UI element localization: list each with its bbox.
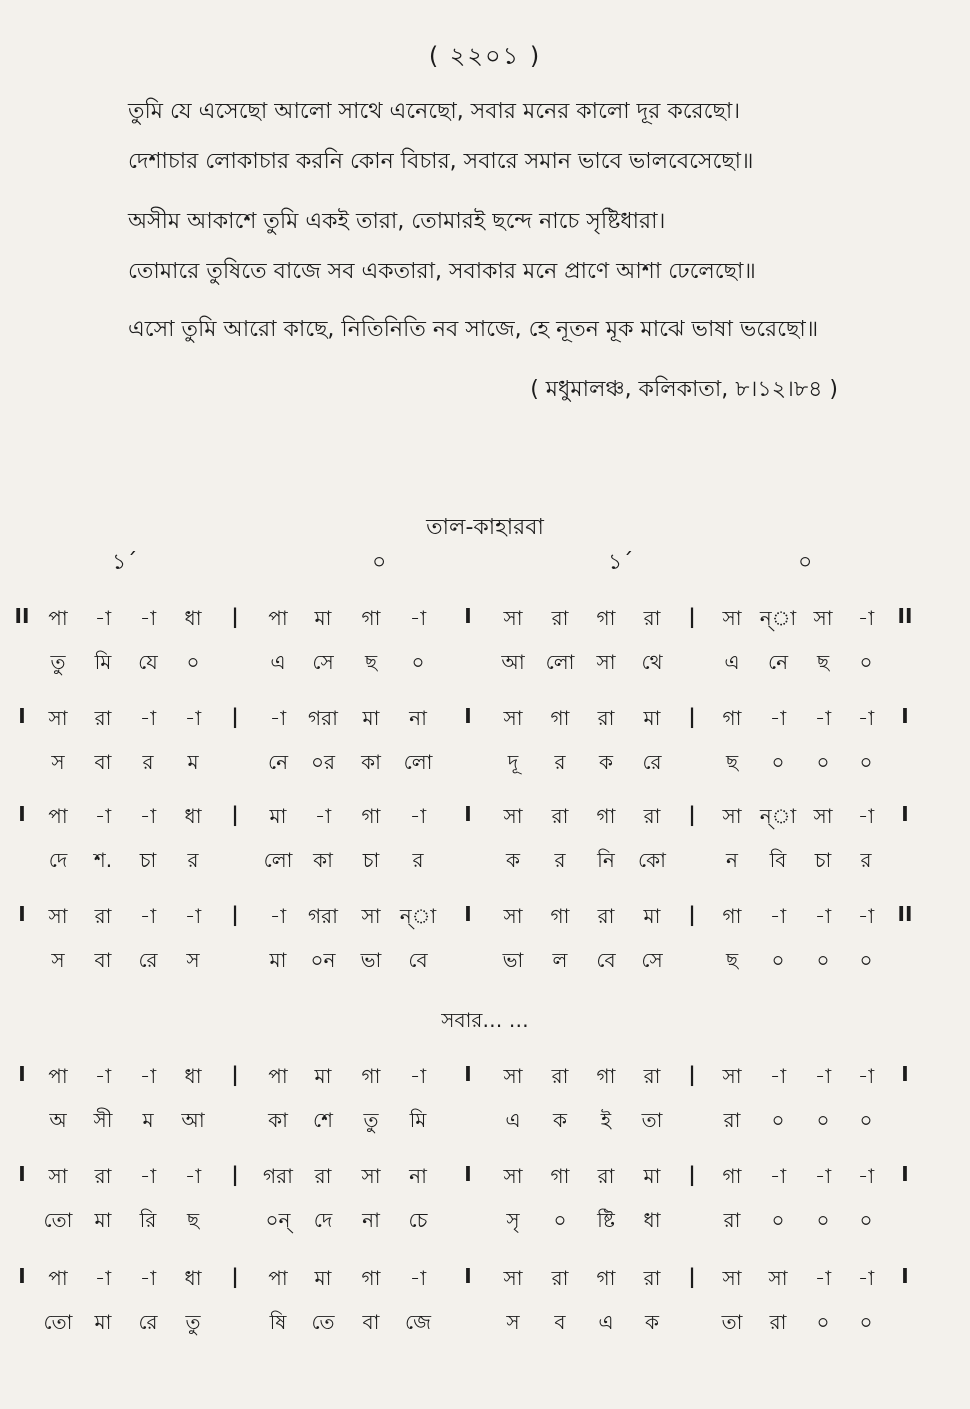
bar-line: I <box>464 1062 472 1086</box>
swara-note: রা <box>597 904 615 928</box>
swara-note: ধা <box>184 1266 202 1290</box>
syllable: র <box>860 848 872 872</box>
swara-note: -া <box>857 804 875 828</box>
syllable: শে <box>313 1108 333 1132</box>
syllable: ক <box>599 750 613 774</box>
syllable: বে <box>596 948 616 972</box>
swara-note: -া <box>409 804 427 828</box>
swara-note: সা <box>722 1064 742 1088</box>
syllable: থে <box>641 650 663 674</box>
syllable: ০ <box>816 1208 830 1232</box>
swara-note: ধা <box>184 1064 202 1088</box>
bar-line: I <box>901 802 909 826</box>
bar-line: | <box>688 604 696 628</box>
swara-note: গা <box>722 706 742 730</box>
swara-note: সা <box>503 904 523 928</box>
swara-note: গা <box>722 904 742 928</box>
bar-line: I <box>901 1062 909 1086</box>
syllable: বে <box>408 948 428 972</box>
swara-note: -া <box>409 606 427 630</box>
swara-note: গা <box>596 1064 616 1088</box>
syllable: রি <box>139 1208 157 1232</box>
bar-line: I <box>18 1264 26 1288</box>
bar-line: II <box>14 604 30 628</box>
syllable: ছ <box>816 650 830 674</box>
syllable: লো <box>263 848 293 872</box>
swara-note: সা <box>503 606 523 630</box>
swara-note: -া <box>139 1064 157 1088</box>
syllable: র <box>554 848 566 872</box>
syllable: সে <box>312 650 334 674</box>
syllable: কা <box>313 848 333 872</box>
swara-note: সা <box>361 904 381 928</box>
syllable: ০ <box>553 1208 567 1232</box>
swara-note: সা <box>503 804 523 828</box>
swara-note: রা <box>551 1064 569 1088</box>
bar-line: | <box>688 1062 696 1086</box>
swara-note: সা <box>813 606 833 630</box>
swara-note: -া <box>409 1266 427 1290</box>
swara-note: -া <box>139 804 157 828</box>
swara-note: না <box>409 1164 427 1188</box>
syllable: তো <box>43 1208 73 1232</box>
syllable: ০র <box>310 750 336 774</box>
syllable: রা <box>769 1310 787 1334</box>
swara-note: -া <box>814 1164 832 1188</box>
swara-note: সা <box>48 904 68 928</box>
lyric-line: তোমারে তুষিতে বাজে সব একতারা, সবাকার মনে প্রাণে আশা ঢেলেছো॥ <box>128 259 756 284</box>
swara-note: ন্‌া <box>759 606 797 630</box>
syllable: ০ <box>859 650 873 674</box>
syllable: মা <box>94 1310 112 1334</box>
syllable: মা <box>94 1208 112 1232</box>
swara-note: -া <box>857 1164 875 1188</box>
notation-lyric-row <box>0 748 970 784</box>
swara-note: -া <box>814 1266 832 1290</box>
lyric-line: তুমি যে এসেছো আলো সাথে এনেছো, সবার মনের কালো দূর করেছো। <box>128 99 741 124</box>
lyric-line: অসীম আকাশে তুমি একই তারা, তোমারই ছন্দে নাচে সৃষ্টিধারা। <box>128 209 666 234</box>
syllable: তু <box>363 1108 379 1132</box>
syllable: বা <box>94 948 112 972</box>
syllable: না <box>362 1208 380 1232</box>
swara-note: -া <box>857 1064 875 1088</box>
tal-title: তাল-কাহারবা <box>426 515 544 540</box>
syllable: ছ <box>186 1208 200 1232</box>
lyric-line: দেশাচার লোকাচার করনি কোন বিচার, সবারে সমান ভাবে ভালবেসেছো॥ <box>128 149 754 174</box>
bar-line: I <box>464 802 472 826</box>
syllable: চে <box>408 1208 428 1232</box>
syllable: তে <box>311 1310 335 1334</box>
bar-line: | <box>231 1162 239 1186</box>
beat-mark: ১´ <box>608 550 634 575</box>
syllable: ০ <box>816 948 830 972</box>
swara-note: -া <box>769 706 787 730</box>
swara-note: মা <box>314 1064 332 1088</box>
syllable: যে <box>138 650 158 674</box>
bar-line: | <box>688 1162 696 1186</box>
lyric-line: এসো তুমি আরো কাছে, নিতিনিতি নব সাজে, হে নূতন মূক মাঝে ভাষা ভরেছো॥ <box>128 317 819 342</box>
swara-note: ন্‌া <box>399 904 437 928</box>
swara-note: -া <box>139 904 157 928</box>
syllable: ০ <box>859 1208 873 1232</box>
swara-note: -া <box>314 804 332 828</box>
syllable: লো <box>403 750 433 774</box>
syllable: রে <box>642 750 662 774</box>
swara-note: গা <box>722 1164 742 1188</box>
syllable: মি <box>409 1108 427 1132</box>
syllable: ভা <box>502 948 524 972</box>
bar-line: I <box>18 1062 26 1086</box>
swara-row <box>0 1162 970 1198</box>
swara-note: -া <box>94 804 112 828</box>
swara-note: রা <box>597 1164 615 1188</box>
bar-line: | <box>688 1264 696 1288</box>
swara-note: পা <box>48 1064 68 1088</box>
syllable: ভা <box>360 948 382 972</box>
swara-note: -া <box>184 706 202 730</box>
page-number: ( ২২০১ ) <box>428 42 542 70</box>
syllable: ০ <box>771 1208 785 1232</box>
bar-line: | <box>231 802 239 826</box>
bar-line: I <box>18 704 26 728</box>
swara-note: সা <box>503 706 523 730</box>
swara-note: সা <box>722 804 742 828</box>
refrain-marker: সবার… … <box>441 1008 529 1032</box>
swara-note: -া <box>769 1064 787 1088</box>
syllable: ০ <box>859 948 873 972</box>
syllable: স <box>186 948 200 972</box>
swara-row <box>0 604 970 640</box>
bar-line: | <box>231 1264 239 1288</box>
swara-note: পা <box>268 606 288 630</box>
syllable: স <box>506 1310 520 1334</box>
swara-note: মা <box>314 1266 332 1290</box>
swara-note: সা <box>361 1164 381 1188</box>
swara-note: রা <box>551 804 569 828</box>
swara-note: -া <box>769 904 787 928</box>
swara-note: গা <box>550 1164 570 1188</box>
syllable: সা <box>596 650 616 674</box>
bar-line: I <box>901 1162 909 1186</box>
syllable: আ <box>501 650 525 674</box>
syllable: ০ <box>771 948 785 972</box>
swara-note: -া <box>139 606 157 630</box>
syllable: ০ <box>816 750 830 774</box>
syllable: র <box>187 848 199 872</box>
syllable: কা <box>268 1108 288 1132</box>
notation-lyric-row <box>0 946 970 982</box>
bar-line: | <box>231 704 239 728</box>
swara-note: গরা <box>308 706 338 730</box>
swara-note: না <box>409 706 427 730</box>
bar-line: | <box>231 604 239 628</box>
notation-lyric-row <box>0 1308 970 1344</box>
syllable: ক <box>506 848 520 872</box>
swara-note: সা <box>48 706 68 730</box>
syllable: দে <box>48 848 68 872</box>
syllable: ০ <box>859 750 873 774</box>
beat-mark: ১´ <box>112 550 138 575</box>
syllable: সৃ <box>506 1208 520 1232</box>
swara-note: রা <box>597 706 615 730</box>
swara-note: সা <box>503 1064 523 1088</box>
syllable: তো <box>43 1310 73 1334</box>
syllable: মি <box>94 650 112 674</box>
syllable: ০ <box>186 650 200 674</box>
swara-note: সা <box>503 1266 523 1290</box>
syllable: দূ <box>507 750 519 774</box>
swara-note: -া <box>184 904 202 928</box>
swara-note: রা <box>94 706 112 730</box>
swara-note: গা <box>550 904 570 928</box>
bar-line: | <box>231 1062 239 1086</box>
syllable: ছ <box>364 650 378 674</box>
bar-line: I <box>464 1264 472 1288</box>
bar-line: I <box>464 704 472 728</box>
syllable: ষি <box>269 1310 287 1334</box>
syllable: ০ <box>411 650 425 674</box>
syllable: ০ন <box>310 948 336 972</box>
swara-note: -া <box>769 1164 787 1188</box>
syllable: ক <box>553 1108 567 1132</box>
syllable: ক <box>645 1310 659 1334</box>
swara-note: ন্‌া <box>759 804 797 828</box>
swara-note: -া <box>94 1064 112 1088</box>
swara-note: পা <box>268 1266 288 1290</box>
syllable: সী <box>93 1108 113 1132</box>
swara-note: -া <box>857 1266 875 1290</box>
swara-note: -া <box>184 1164 202 1188</box>
syllable: ম <box>187 750 199 774</box>
swara-note: মা <box>643 706 661 730</box>
syllable: র <box>142 750 154 774</box>
notation-lyric-row <box>0 648 970 684</box>
swara-note: -া <box>857 606 875 630</box>
swara-note: মা <box>269 804 287 828</box>
syllable: বা <box>94 750 112 774</box>
syllable: ম <box>142 1108 154 1132</box>
swara-note: গরা <box>308 904 338 928</box>
notation-lyric-row <box>0 1206 970 1242</box>
bar-line: I <box>464 902 472 926</box>
swara-note: সা <box>722 606 742 630</box>
syllable: বি <box>769 848 787 872</box>
beat-mark: ০ <box>372 550 387 575</box>
notation-lyric-row <box>0 846 970 882</box>
swara-note: মা <box>314 606 332 630</box>
swara-note: রা <box>643 606 661 630</box>
swara-note: গা <box>596 804 616 828</box>
syllable: ধা <box>643 1208 661 1232</box>
swara-note: গা <box>361 804 381 828</box>
syllable: এ <box>724 650 740 674</box>
swara-note: -া <box>139 706 157 730</box>
syllable: রা <box>723 1108 741 1132</box>
source-citation: ( মধুমালঞ্চ, কলিকাতা, ৮।১২।৮৪ ) <box>530 377 838 402</box>
swara-note: পা <box>268 1064 288 1088</box>
syllable: এ <box>270 650 286 674</box>
bar-line: | <box>688 802 696 826</box>
syllable: তু <box>50 650 66 674</box>
swara-row <box>0 1062 970 1098</box>
swara-note: রা <box>643 1266 661 1290</box>
syllable: রে <box>138 948 158 972</box>
swara-note: ধা <box>184 606 202 630</box>
syllable: আ <box>181 1108 205 1132</box>
swara-note: রা <box>94 1164 112 1188</box>
syllable: তা <box>641 1108 663 1132</box>
syllable: ল <box>552 948 568 972</box>
syllable: ০ <box>816 1310 830 1334</box>
swara-note: পা <box>48 606 68 630</box>
syllable: ০ <box>771 1108 785 1132</box>
syllable: ছ <box>725 750 739 774</box>
swara-note: সা <box>503 1164 523 1188</box>
syllable: নে <box>767 650 789 674</box>
swara-note: গা <box>550 706 570 730</box>
swara-row <box>0 902 970 938</box>
syllable: অ <box>49 1108 67 1132</box>
bar-line: II <box>897 902 913 926</box>
bar-line: I <box>18 1162 26 1186</box>
swara-note: -া <box>814 706 832 730</box>
syllable: ০ <box>771 750 785 774</box>
swara-note: -া <box>139 1164 157 1188</box>
syllable: এ <box>598 1310 614 1334</box>
syllable: এ <box>505 1108 521 1132</box>
swara-note: -া <box>94 606 112 630</box>
syllable: ছ <box>725 948 739 972</box>
syllable: ই <box>600 1108 612 1132</box>
syllable: স <box>51 948 65 972</box>
syllable: র <box>554 750 566 774</box>
swara-note: মা <box>643 1164 661 1188</box>
swara-note: মা <box>362 706 380 730</box>
syllable: ০ন্ <box>265 1208 291 1232</box>
swara-note: সা <box>768 1266 788 1290</box>
swara-row <box>0 704 970 740</box>
swara-note: -া <box>94 1266 112 1290</box>
syllable: কা <box>361 750 381 774</box>
swara-note: -া <box>857 904 875 928</box>
notation-lyric-row <box>0 1106 970 1142</box>
swara-note: -া <box>814 904 832 928</box>
syllable: নে <box>267 750 289 774</box>
swara-note: রা <box>94 904 112 928</box>
syllable: শ. <box>93 848 113 872</box>
syllable: রা <box>723 1208 741 1232</box>
syllable: বা <box>362 1310 380 1334</box>
syllable: চা <box>362 848 380 872</box>
swara-note: রা <box>551 1266 569 1290</box>
swara-note: সা <box>722 1266 742 1290</box>
bar-line: I <box>18 902 26 926</box>
swara-note: রা <box>643 804 661 828</box>
swara-note: গা <box>596 606 616 630</box>
swara-note: সা <box>48 1164 68 1188</box>
syllable: ন <box>726 848 738 872</box>
swara-row <box>0 802 970 838</box>
swara-note: পা <box>48 804 68 828</box>
syllable: চা <box>139 848 157 872</box>
syllable: ০ <box>859 1108 873 1132</box>
syllable: ব <box>554 1310 566 1334</box>
syllable: ষ্টি <box>597 1208 615 1232</box>
syllable: ০ <box>816 1108 830 1132</box>
syllable: মা <box>269 948 287 972</box>
swara-note: -া <box>269 904 287 928</box>
swara-row <box>0 1264 970 1300</box>
syllable: নি <box>597 848 615 872</box>
syllable: তু <box>185 1310 201 1334</box>
bar-line: I <box>901 704 909 728</box>
bar-line: I <box>18 802 26 826</box>
swara-note: গা <box>361 606 381 630</box>
swara-note: গা <box>361 1266 381 1290</box>
swara-note: রা <box>551 606 569 630</box>
swara-note: -া <box>269 706 287 730</box>
swara-note: রা <box>314 1164 332 1188</box>
swara-note: পা <box>48 1266 68 1290</box>
swara-note: -া <box>857 706 875 730</box>
swara-note: গরা <box>263 1164 293 1188</box>
bar-line: II <box>897 604 913 628</box>
syllable: কো <box>638 848 666 872</box>
swara-note: গা <box>596 1266 616 1290</box>
bar-line: I <box>464 604 472 628</box>
syllable: ০ <box>859 1310 873 1334</box>
swara-note: ধা <box>184 804 202 828</box>
syllable: রে <box>138 1310 158 1334</box>
bar-line: I <box>901 1264 909 1288</box>
bar-line: I <box>464 1162 472 1186</box>
syllable: চা <box>814 848 832 872</box>
syllable: লো <box>545 650 575 674</box>
syllable: জে <box>404 1310 432 1334</box>
swara-note: -া <box>139 1266 157 1290</box>
bar-line: | <box>231 902 239 926</box>
swara-note: মা <box>643 904 661 928</box>
syllable: স <box>51 750 65 774</box>
beat-mark: ০ <box>798 550 813 575</box>
syllable: তা <box>721 1310 743 1334</box>
syllable: র <box>412 848 424 872</box>
syllable: দে <box>313 1208 333 1232</box>
swara-note: -া <box>409 1064 427 1088</box>
swara-note: -া <box>814 1064 832 1088</box>
swara-note: রা <box>643 1064 661 1088</box>
bar-line: | <box>688 704 696 728</box>
syllable: সে <box>641 948 663 972</box>
swara-note: সা <box>813 804 833 828</box>
swara-note: গা <box>361 1064 381 1088</box>
bar-line: | <box>688 902 696 926</box>
